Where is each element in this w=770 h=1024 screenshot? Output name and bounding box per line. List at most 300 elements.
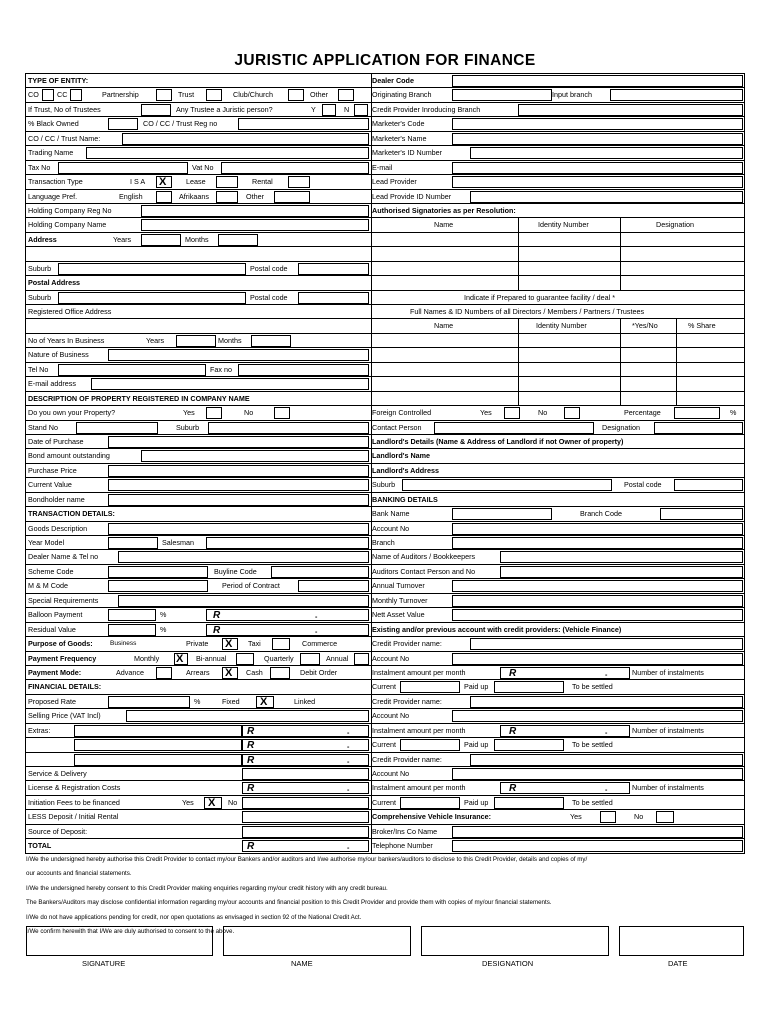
instalment-amount-field[interactable]	[500, 667, 630, 679]
marketer-id-label: Marketer's ID Number	[372, 148, 443, 158]
period-contract-field[interactable]	[298, 580, 369, 592]
balloon-r: R	[213, 610, 221, 622]
co-checkbox[interactable]	[42, 89, 54, 101]
insurance-yes-checkbox[interactable]	[600, 811, 616, 823]
contact-person-field[interactable]	[434, 422, 594, 434]
suburb-2-field[interactable]	[58, 292, 246, 304]
stand-suburb-field[interactable]	[208, 422, 369, 434]
banking-details-heading: BANKING DETAILS	[372, 494, 438, 504]
director-rows[interactable]	[370, 334, 744, 406]
total-label: TOTAL	[28, 841, 52, 851]
row-bond-amount	[26, 449, 371, 463]
bank-name-field[interactable]	[452, 508, 552, 520]
club-church-label: Club/Church	[233, 90, 273, 100]
fixed-checkbox[interactable]	[256, 696, 274, 708]
selling-price-field[interactable]	[126, 710, 369, 722]
extras-desc-2[interactable]	[74, 739, 242, 751]
auditors-name-field[interactable]	[500, 551, 743, 563]
desc-property-heading: DESCRIPTION OF PROPERTY REGISTERED IN COMPANY NAME	[28, 393, 250, 403]
email-field[interactable]	[91, 378, 369, 390]
own-yes-checkbox[interactable]	[206, 407, 222, 419]
scheme-code-field[interactable]	[108, 566, 208, 578]
row-instalment-2	[370, 724, 744, 738]
date-purchase-field[interactable]	[108, 436, 369, 448]
row-instalment-3	[370, 781, 744, 795]
full-names-heading: Full Names & ID Numbers of all Directors / Members / Partners / Trustees	[410, 307, 645, 316]
row-tax	[26, 161, 371, 175]
row-initiation	[26, 796, 371, 810]
paid-up-label: Paid up	[464, 797, 489, 807]
license-r: R	[247, 783, 255, 795]
row-suburb-2	[26, 291, 371, 305]
quarterly-checkbox[interactable]	[300, 653, 320, 665]
contact-designation-label: Designation	[602, 422, 640, 432]
english-checkbox[interactable]	[156, 191, 172, 203]
row-service	[26, 767, 371, 781]
contact-person-label: Contact Person	[372, 422, 422, 432]
telephone-label: Telephone Number	[372, 841, 433, 851]
cash-label: Cash	[246, 667, 263, 677]
juristic-no-checkbox[interactable]	[354, 104, 368, 116]
bank-name-label: Bank Name	[372, 509, 410, 519]
residual-pct-field[interactable]	[108, 624, 156, 636]
goods-desc-field[interactable]	[108, 523, 369, 535]
black-owned-label: % Black Owned	[28, 119, 79, 129]
row-landlord-name	[370, 449, 744, 463]
address-years-field[interactable]	[141, 234, 181, 246]
special-req-field[interactable]	[118, 595, 369, 607]
row-landlord-address	[370, 464, 744, 478]
row-transaction-type	[26, 175, 371, 189]
credit-account-no-field[interactable]	[452, 710, 743, 722]
percentage-label: Percentage	[624, 408, 661, 418]
postal-code-field[interactable]	[298, 263, 369, 275]
director-share-header: % Share	[688, 321, 716, 331]
foreign-yes-checkbox[interactable]	[504, 407, 520, 419]
landlord-postal-label: Postal code	[624, 480, 662, 490]
marketer-code-label: Marketer's Code	[372, 119, 425, 129]
row-broker	[370, 825, 744, 839]
postal-code-2-label: Postal code	[250, 292, 288, 302]
year-model-field[interactable]	[108, 537, 158, 549]
juristic-yes-checkbox[interactable]	[322, 104, 336, 116]
row-address	[26, 233, 371, 247]
residual-dash: -	[315, 626, 318, 636]
credit-provider-name-label: Credit Provider name:	[372, 754, 442, 764]
less-deposit-label: LESS Deposit / Initial Rental	[28, 812, 119, 822]
guarantee-note: Indicate if Prepared to guarantee facility / deal *	[464, 292, 616, 302]
insurance-no-label: No	[634, 812, 644, 822]
credit-provider-name-field[interactable]	[470, 696, 743, 708]
buyline-code-field[interactable]	[271, 566, 369, 578]
trust-checkbox[interactable]	[206, 89, 222, 101]
insurance-no-checkbox[interactable]	[656, 811, 674, 823]
right-column	[370, 73, 745, 854]
credit-provider-name-field[interactable]	[470, 754, 743, 766]
marketer-name-label: Marketer's Name	[372, 133, 427, 143]
business-months-label: Months	[218, 335, 242, 345]
auditors-name-label: Name of Auditors / Bookkeepers	[372, 552, 476, 562]
fax-no-label: Fax no	[210, 364, 232, 374]
license-amount[interactable]	[242, 782, 369, 794]
row-date-purchase	[26, 435, 371, 449]
percentage-field[interactable]	[674, 407, 720, 419]
type-of-entity-heading: TYPE OF ENTITY:	[28, 76, 89, 85]
row-payment-freq	[26, 652, 371, 666]
instalment-amount-field[interactable]	[500, 782, 630, 794]
paid-up-field[interactable]	[494, 739, 564, 751]
business-months-field[interactable]	[251, 335, 291, 347]
signatory-row[interactable]	[370, 262, 744, 276]
credit-account-no-field[interactable]	[452, 768, 743, 780]
dealer-code-field[interactable]	[452, 75, 743, 87]
initiation-x-mark: X	[208, 796, 216, 809]
broker-field[interactable]	[452, 826, 743, 838]
current-field[interactable]	[400, 681, 460, 693]
fax-no-field[interactable]	[238, 364, 369, 376]
extras-1-r: R	[247, 725, 255, 737]
row-trading-name	[26, 146, 371, 160]
dealer-code-label: Dealer Code	[372, 76, 414, 85]
marketer-id-field[interactable]	[470, 147, 743, 159]
rental-checkbox[interactable]	[288, 176, 310, 188]
other-entity-checkbox[interactable]	[338, 89, 354, 101]
bondholder-field[interactable]	[108, 494, 369, 506]
input-branch-field[interactable]	[610, 89, 743, 101]
row-banking-details	[370, 493, 744, 507]
advance-checkbox[interactable]	[156, 667, 172, 679]
trading-name-field[interactable]	[86, 147, 369, 159]
row-license	[26, 781, 371, 795]
special-req-label: Special Requirements	[28, 595, 99, 605]
signatory-rows[interactable]	[370, 233, 744, 291]
marketer-code-field[interactable]	[452, 118, 743, 130]
foreign-controlled-label: Foreign Controlled	[372, 408, 432, 418]
signatory-row[interactable]	[370, 247, 744, 261]
bond-amount-field[interactable]	[141, 450, 369, 462]
date-box[interactable]	[619, 926, 744, 956]
director-row[interactable]	[370, 377, 744, 391]
suburb-field[interactable]	[58, 263, 246, 275]
instalment-r: R	[509, 725, 517, 737]
current-field[interactable]	[400, 797, 460, 809]
private-label: Private	[186, 639, 209, 649]
row-landlord-details	[370, 435, 744, 449]
director-row[interactable]	[370, 334, 744, 348]
holding-name-field[interactable]	[141, 219, 369, 231]
trust-name-label: CO / CC / Trust Name:	[28, 133, 101, 143]
broker-label: Broker/Ins Co Name	[372, 826, 438, 836]
credit-provider-branch-field[interactable]	[518, 104, 743, 116]
instalment-dash: -	[605, 727, 608, 737]
proposed-rate-field[interactable]	[108, 696, 190, 708]
balloon-amount-field[interactable]	[206, 609, 369, 621]
landlord-postal-field[interactable]	[674, 479, 743, 491]
row-credit-account-no-3	[370, 767, 744, 781]
current-field[interactable]	[400, 739, 460, 751]
auditors-contact-field[interactable]	[500, 566, 743, 578]
stand-no-field[interactable]	[76, 422, 158, 434]
holding-reg-field[interactable]	[141, 205, 369, 217]
isa-label: I S A	[130, 177, 146, 187]
row-credit-provider-name-2	[370, 695, 744, 709]
postal-code-label: Postal code	[250, 263, 288, 273]
disclaimer-line-3: I/We the undersigned hereby consent to this Credit Provider making enquiries regarding my/our credit history with any credit bureau.	[26, 884, 388, 892]
other-entity-label: Other	[310, 90, 328, 100]
postal-code-2-field[interactable]	[298, 292, 369, 304]
juristic-no-label: N	[344, 104, 350, 114]
contact-designation-field[interactable]	[654, 422, 743, 434]
lease-checkbox[interactable]	[216, 176, 238, 188]
biannual-checkbox[interactable]	[236, 653, 254, 665]
payment-freq-label: Payment Frequency	[28, 653, 97, 663]
credit-provider-blocks	[370, 637, 744, 810]
mm-code-field[interactable]	[108, 580, 208, 592]
instalment-label: Instalment amount per month	[372, 783, 466, 793]
row-contact-person	[370, 421, 744, 435]
row-credit-account-no-2	[370, 709, 744, 723]
name-box[interactable]	[223, 926, 411, 956]
row-reg-office-line[interactable]	[26, 319, 371, 333]
cc-checkbox[interactable]	[70, 89, 82, 101]
row-comprehensive	[370, 810, 744, 824]
stand-no-label: Stand No	[28, 422, 58, 432]
to-be-settled-label: To be settled	[572, 797, 613, 807]
paid-up-field[interactable]	[494, 681, 564, 693]
reg-no-field[interactable]	[238, 118, 369, 130]
tel-no-field[interactable]	[58, 364, 206, 376]
registered-office-label: Registered Office Address	[28, 307, 112, 316]
initiation-label: Initiation Fees to be financed	[28, 797, 120, 807]
total-r: R	[247, 841, 255, 853]
row-proposed-rate	[26, 695, 371, 709]
club-church-checkbox[interactable]	[288, 89, 304, 101]
director-row[interactable]	[370, 363, 744, 377]
trustees-field[interactable]	[141, 104, 171, 116]
black-owned-field[interactable]	[108, 118, 138, 130]
existing-accounts-heading: Existing and/or previous account with credit providers: (Vehicle Finance)	[372, 624, 622, 634]
business-years-label: Years	[146, 335, 165, 345]
salesman-field[interactable]	[206, 537, 369, 549]
financial-details-heading: FINANCIAL DETAILS:	[28, 682, 102, 692]
credit-account-no-field[interactable]	[452, 653, 743, 665]
current-value-field[interactable]	[108, 479, 369, 491]
annual-checkbox[interactable]	[354, 653, 369, 665]
purpose-goods-label: Purpose of Goods:	[28, 639, 93, 649]
marketer-name-field[interactable]	[452, 133, 743, 145]
current-label: Current	[372, 797, 396, 807]
extras-1-dash: -	[347, 727, 350, 737]
private-checkbox[interactable]	[222, 638, 238, 650]
initiation-yes-label: Yes	[182, 797, 194, 807]
trust-label: Trust	[178, 90, 195, 100]
row-own-property	[26, 406, 371, 420]
row-foreign-controlled	[370, 406, 744, 420]
purchase-price-field[interactable]	[108, 465, 369, 477]
row-language	[26, 190, 371, 204]
isa-checkbox[interactable]	[156, 176, 172, 188]
right-email-field[interactable]	[452, 162, 743, 174]
current-label: Current	[372, 740, 396, 750]
total-amount[interactable]	[242, 840, 369, 852]
nett-asset-field[interactable]	[452, 609, 743, 621]
paid-up-label: Paid up	[464, 682, 489, 692]
total-dash: -	[347, 843, 350, 853]
credit-provider-name-label: Credit Provider name:	[372, 639, 442, 649]
address-months-label: Months	[185, 234, 209, 244]
signatory-row[interactable]	[370, 233, 744, 247]
initiation-amount[interactable]	[242, 797, 369, 809]
row-entity-options	[26, 88, 371, 102]
extras-2-dash: -	[347, 742, 350, 752]
tax-no-field[interactable]	[58, 162, 188, 174]
signature-box[interactable]	[26, 926, 213, 956]
row-mm-code	[26, 579, 371, 593]
holding-reg-label: Holding Company Reg No	[28, 205, 112, 215]
signatory-row[interactable]	[370, 276, 744, 290]
residual-pct-label: %	[160, 624, 167, 634]
annual-turnover-field[interactable]	[452, 580, 743, 592]
vat-no-label: Vat No	[192, 162, 214, 172]
annual-label: Annual	[326, 653, 349, 663]
row-email	[26, 377, 371, 391]
less-deposit-amount[interactable]	[242, 811, 369, 823]
landlord-suburb-field[interactable]	[402, 479, 612, 491]
row-less-deposit	[26, 810, 371, 824]
signatory-designation-header: Designation	[656, 220, 694, 230]
lang-other-field[interactable]	[274, 191, 310, 203]
director-name-header: Name	[434, 321, 454, 331]
auth-signatories-heading: Authorised Signatories as per Resolution:	[372, 205, 516, 215]
row-dealer-name	[26, 550, 371, 564]
selling-price-label: Selling Price (VAT Incl)	[28, 711, 101, 721]
debit-order-label: Debit Order	[300, 667, 338, 677]
row-purpose-goods	[26, 637, 371, 651]
trustees-label: If Trust, No of Trustees	[28, 104, 101, 114]
row-current-3	[370, 796, 744, 810]
own-no-checkbox[interactable]	[274, 407, 290, 419]
director-row[interactable]	[370, 348, 744, 362]
row-credit-provider-name-3	[370, 753, 744, 767]
license-dash: -	[347, 785, 350, 795]
business-years-field[interactable]	[176, 335, 216, 347]
lead-provider-id-field[interactable]	[470, 191, 743, 203]
telephone-field[interactable]	[452, 840, 743, 852]
landlord-suburb-label: Suburb	[372, 480, 396, 490]
bondholder-label: Bondholder name	[28, 494, 85, 504]
suburb-label: Suburb	[28, 263, 52, 273]
row-lead-provider-id	[370, 190, 744, 204]
row-holding-reg	[26, 204, 371, 218]
row-address-line[interactable]	[26, 247, 371, 261]
credit-provider-name-field[interactable]	[470, 638, 743, 650]
lead-provider-label: Lead Provider	[372, 177, 417, 187]
lead-provider-field[interactable]	[452, 176, 743, 188]
row-dealer-code	[370, 74, 744, 88]
dealer-name-field[interactable]	[118, 551, 369, 563]
initiation-yes-checkbox[interactable]	[204, 797, 222, 809]
address-months-field[interactable]	[218, 234, 258, 246]
payment-mode-label: Payment Mode:	[28, 667, 82, 677]
lead-provider-id-label: Lead Provide ID Number	[372, 191, 452, 201]
current-value-label: Current Value	[28, 480, 72, 490]
monthly-checkbox[interactable]	[174, 653, 188, 665]
row-marketer-id	[370, 146, 744, 160]
monthly-turnover-field[interactable]	[452, 595, 743, 607]
advance-label: Advance	[116, 667, 144, 677]
instalment-label: Instalment amount per month	[372, 725, 466, 735]
current-label: Current	[372, 682, 396, 692]
right-email-label: E-mail	[372, 162, 393, 172]
row-current-2	[370, 738, 744, 752]
extras-desc-3[interactable]	[74, 754, 242, 766]
extras-desc-1[interactable]	[74, 725, 242, 737]
extras-amount-1[interactable]	[242, 725, 369, 737]
afrikaans-checkbox[interactable]	[216, 191, 238, 203]
foreign-no-label: No	[538, 408, 548, 418]
residual-amount-field[interactable]	[206, 624, 369, 636]
row-selling-price	[26, 709, 371, 723]
originating-branch-field[interactable]	[452, 89, 552, 101]
monthly-x-mark: X	[176, 652, 184, 665]
nature-business-field[interactable]	[108, 349, 369, 361]
director-row[interactable]	[370, 392, 744, 406]
business-label: Business	[110, 640, 137, 648]
landlord-name-label: Landlord's Name	[372, 451, 431, 461]
row-stand	[26, 421, 371, 435]
account-no-field[interactable]	[452, 523, 743, 535]
suburb-2-label: Suburb	[28, 292, 52, 302]
taxi-checkbox[interactable]	[272, 638, 290, 650]
designation-box[interactable]	[421, 926, 609, 956]
row-type-of-entity	[26, 74, 371, 88]
disclaimer-line-5: I/We do not have applications pending for credit, nor open quotations as envisaged in section 92 of the National Credit Act.	[26, 913, 362, 921]
foreign-no-checkbox[interactable]	[564, 407, 580, 419]
service-amount[interactable]	[242, 768, 369, 780]
insurance-yes-label: Yes	[570, 812, 582, 822]
rate-pct-label: %	[194, 696, 201, 706]
row-years-business	[26, 334, 371, 348]
postal-address-label: Postal Address	[28, 278, 81, 288]
paid-up-field[interactable]	[494, 797, 564, 809]
source-deposit-amount[interactable]	[242, 826, 369, 838]
arrears-checkbox[interactable]	[222, 667, 238, 679]
originating-branch-label: Originating Branch	[372, 90, 432, 100]
source-deposit-label: Source of Deposit:	[28, 826, 88, 836]
row-landlord-suburb	[370, 478, 744, 492]
branch-field[interactable]	[452, 537, 743, 549]
year-model-label: Year Model	[28, 538, 65, 547]
reg-no-label: CO / CC / Trust Reg no	[143, 119, 218, 129]
lease-label: Lease	[186, 177, 206, 187]
trust-name-field[interactable]	[122, 133, 369, 145]
credit-provider-name-label: Credit Provider name:	[372, 696, 442, 706]
extras-amount-2[interactable]	[242, 739, 369, 751]
credit-account-no-label: Account No	[372, 769, 410, 778]
row-current-1	[370, 680, 744, 694]
vat-no-field[interactable]	[221, 162, 369, 174]
partnership-checkbox[interactable]	[156, 89, 172, 101]
row-tel	[26, 363, 371, 377]
branch-code-field[interactable]	[660, 508, 743, 520]
instalment-amount-field[interactable]	[500, 725, 630, 737]
lang-other-label: Other	[246, 191, 264, 201]
extras-amount-3[interactable]	[242, 754, 369, 766]
cash-checkbox[interactable]	[270, 667, 290, 679]
balloon-pct-field[interactable]	[108, 609, 156, 621]
row-payment-mode	[26, 666, 371, 680]
stand-suburb-label: Suburb	[176, 422, 200, 432]
